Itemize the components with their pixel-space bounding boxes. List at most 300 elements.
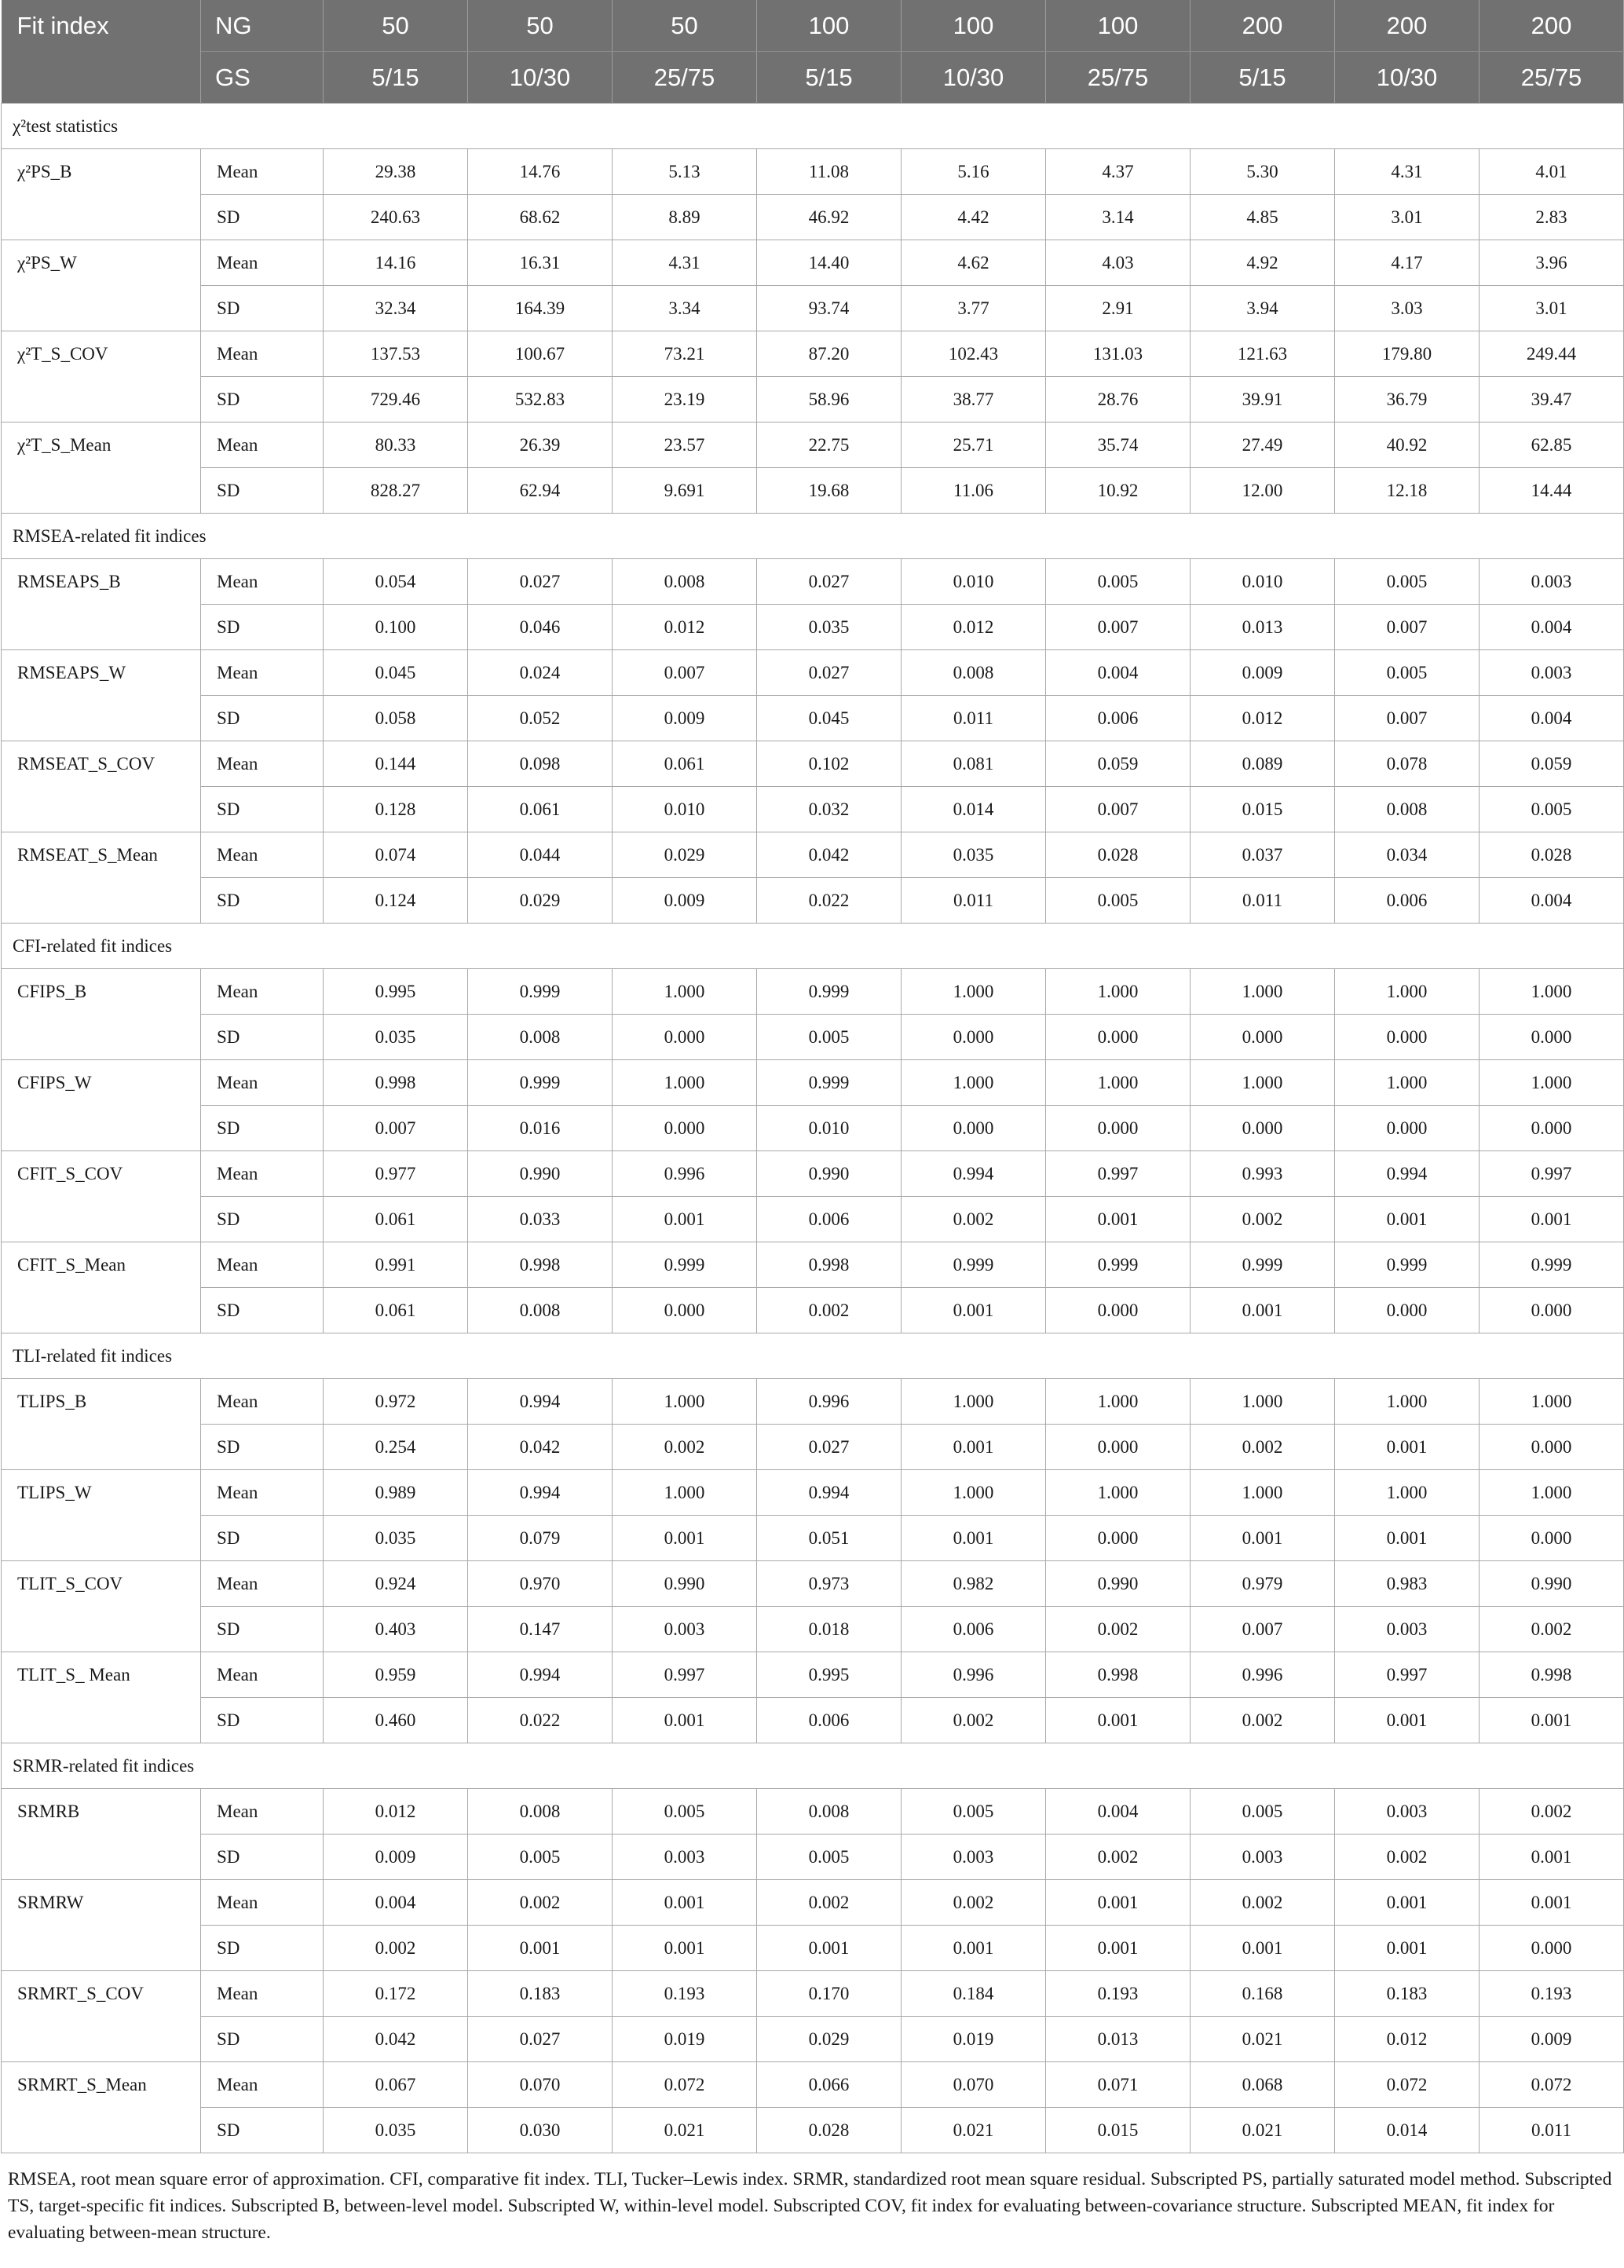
value-cell: 1.000: [1191, 1379, 1335, 1425]
value-cell: 0.011: [902, 696, 1046, 741]
header-ng-value: 200: [1191, 0, 1335, 52]
value-cell: 0.061: [324, 1288, 468, 1333]
value-cell: 0.000: [1480, 1926, 1624, 1971]
header-ng-value: 50: [613, 0, 757, 52]
table-row: [2, 1060, 1624, 1106]
statistic-label: SD: [201, 195, 324, 240]
value-cell: 0.000: [613, 1015, 757, 1060]
statistic-label: SD: [201, 1926, 324, 1971]
value-cell: 0.009: [1480, 2017, 1624, 2062]
statistic-label: SD: [201, 468, 324, 514]
value-cell: 0.991: [324, 1242, 468, 1288]
value-cell: 0.008: [468, 1789, 613, 1835]
value-cell: 0.005: [757, 1835, 902, 1880]
value-cell: 1.000: [1480, 1379, 1624, 1425]
value-cell: 40.92: [1335, 423, 1480, 468]
value-cell: 0.000: [1480, 1425, 1624, 1470]
value-cell: 0.000: [1335, 1288, 1480, 1333]
value-cell: 0.002: [1480, 1789, 1624, 1835]
value-cell: 0.015: [1191, 787, 1335, 832]
value-cell: 36.79: [1335, 377, 1480, 423]
value-cell: 0.054: [324, 559, 468, 605]
section-row: [2, 1333, 1624, 1379]
value-cell: 0.002: [1480, 1607, 1624, 1652]
value-cell: 62.94: [468, 468, 613, 514]
value-cell: 1.000: [1046, 969, 1191, 1015]
value-cell: 1.000: [1046, 1379, 1191, 1425]
section-row: [2, 1743, 1624, 1789]
table-row: [2, 1789, 1624, 1835]
value-cell: 1.000: [1191, 969, 1335, 1015]
value-cell: 3.03: [1335, 286, 1480, 331]
value-cell: 0.005: [1191, 1789, 1335, 1835]
value-cell: 9.691: [613, 468, 757, 514]
value-cell: 23.57: [613, 423, 757, 468]
value-cell: 0.002: [902, 1698, 1046, 1743]
value-cell: 32.34: [324, 286, 468, 331]
fit-index-name: SRMRB: [2, 1789, 201, 1880]
value-cell: 5.16: [902, 149, 1046, 195]
value-cell: 0.010: [902, 559, 1046, 605]
value-cell: 0.183: [1335, 1971, 1480, 2017]
value-cell: 0.007: [324, 1106, 468, 1151]
value-cell: 0.000: [1191, 1106, 1335, 1151]
statistic-label: Mean: [201, 650, 324, 696]
value-cell: 164.39: [468, 286, 613, 331]
statistic-label: SD: [201, 2017, 324, 2062]
table-row: [2, 559, 1624, 605]
value-cell: 0.994: [757, 1470, 902, 1516]
value-cell: 0.999: [1046, 1242, 1191, 1288]
value-cell: 0.068: [1191, 2062, 1335, 2108]
header-ng-value: 100: [902, 0, 1046, 52]
value-cell: 0.098: [468, 741, 613, 787]
value-cell: 0.959: [324, 1652, 468, 1698]
fit-index-name: CFIPS_W: [2, 1060, 201, 1151]
value-cell: 3.77: [902, 286, 1046, 331]
fit-index-name: SRMRT_S_Mean: [2, 2062, 201, 2153]
value-cell: 0.061: [613, 741, 757, 787]
value-cell: 0.059: [1046, 741, 1191, 787]
value-cell: 0.983: [1335, 1561, 1480, 1607]
statistic-label: Mean: [201, 1242, 324, 1288]
value-cell: 121.63: [1191, 331, 1335, 377]
statistic-label: Mean: [201, 559, 324, 605]
value-cell: 11.08: [757, 149, 902, 195]
statistic-label: Mean: [201, 1880, 324, 1926]
section-row: [2, 104, 1624, 149]
table-row: [2, 1516, 1624, 1561]
value-cell: 0.001: [1480, 1698, 1624, 1743]
table-row: [2, 1880, 1624, 1926]
value-cell: 0.007: [1191, 1607, 1335, 1652]
header-gs-value: 10/30: [468, 52, 613, 104]
fit-index-name: TLIPS_B: [2, 1379, 201, 1470]
value-cell: 0.997: [613, 1652, 757, 1698]
table-row: [2, 240, 1624, 286]
value-cell: 0.994: [468, 1652, 613, 1698]
value-cell: 0.005: [613, 1789, 757, 1835]
value-cell: 1.000: [613, 1379, 757, 1425]
header-gs-value: 25/75: [1480, 52, 1624, 104]
value-cell: 0.021: [1191, 2017, 1335, 2062]
value-cell: 0.010: [757, 1106, 902, 1151]
value-cell: 0.007: [1335, 696, 1480, 741]
value-cell: 0.001: [1335, 1425, 1480, 1470]
value-cell: 0.999: [1335, 1242, 1480, 1288]
value-cell: 0.058: [324, 696, 468, 741]
value-cell: 0.009: [1191, 650, 1335, 696]
header-gs-value: 10/30: [1335, 52, 1480, 104]
table-row: [2, 1015, 1624, 1060]
value-cell: 0.995: [324, 969, 468, 1015]
value-cell: 14.76: [468, 149, 613, 195]
value-cell: 0.998: [324, 1060, 468, 1106]
value-cell: 23.19: [613, 377, 757, 423]
table-row: [2, 1106, 1624, 1151]
value-cell: 0.072: [1335, 2062, 1480, 2108]
value-cell: 29.38: [324, 149, 468, 195]
value-cell: 0.009: [324, 1835, 468, 1880]
value-cell: 1.000: [1191, 1060, 1335, 1106]
header-ng-label: NG: [201, 0, 324, 52]
value-cell: 0.168: [1191, 1971, 1335, 2017]
fit-index-name: χ²T_S_COV: [2, 331, 201, 423]
value-cell: 0.994: [902, 1151, 1046, 1197]
value-cell: 0.972: [324, 1379, 468, 1425]
value-cell: 0.999: [468, 969, 613, 1015]
value-cell: 0.144: [324, 741, 468, 787]
statistic-label: SD: [201, 1835, 324, 1880]
statistic-label: SD: [201, 1015, 324, 1060]
value-cell: 0.254: [324, 1425, 468, 1470]
fit-index-table: [1, 0, 1624, 2153]
value-cell: 179.80: [1335, 331, 1480, 377]
value-cell: 0.004: [324, 1880, 468, 1926]
table-row: [2, 1698, 1624, 1743]
statistic-label: Mean: [201, 1561, 324, 1607]
value-cell: 0.172: [324, 1971, 468, 2017]
value-cell: 22.75: [757, 423, 902, 468]
value-cell: 0.001: [1046, 1197, 1191, 1242]
value-cell: 0.924: [324, 1561, 468, 1607]
value-cell: 0.000: [1046, 1516, 1191, 1561]
value-cell: 0.027: [468, 2017, 613, 2062]
value-cell: 0.006: [1046, 696, 1191, 741]
section-title: SRMR-related fit indices: [2, 1743, 1624, 1789]
value-cell: 0.009: [613, 696, 757, 741]
value-cell: 0.007: [1046, 787, 1191, 832]
value-cell: 0.102: [757, 741, 902, 787]
value-cell: 0.051: [757, 1516, 902, 1561]
value-cell: 0.016: [468, 1106, 613, 1151]
value-cell: 0.000: [1046, 1015, 1191, 1060]
value-cell: 0.002: [1046, 1607, 1191, 1652]
value-cell: 1.000: [1335, 1379, 1480, 1425]
value-cell: 3.01: [1480, 286, 1624, 331]
statistic-label: SD: [201, 286, 324, 331]
fit-index-name: SRMRT_S_COV: [2, 1971, 201, 2062]
statistic-label: SD: [201, 878, 324, 924]
table-row: [2, 195, 1624, 240]
value-cell: 0.001: [1046, 1926, 1191, 1971]
value-cell: 0.001: [613, 1698, 757, 1743]
table-row: [2, 423, 1624, 468]
value-cell: 14.44: [1480, 468, 1624, 514]
value-cell: 0.147: [468, 1607, 613, 1652]
value-cell: 0.028: [1046, 832, 1191, 878]
value-cell: 25.71: [902, 423, 1046, 468]
header-ng-value: 50: [468, 0, 613, 52]
value-cell: 1.000: [1046, 1470, 1191, 1516]
value-cell: 4.17: [1335, 240, 1480, 286]
value-cell: 0.032: [757, 787, 902, 832]
value-cell: 0.067: [324, 2062, 468, 2108]
value-cell: 0.008: [468, 1288, 613, 1333]
value-cell: 1.000: [1335, 1470, 1480, 1516]
header-row-gs: [2, 52, 1624, 104]
value-cell: 0.100: [324, 605, 468, 650]
value-cell: 0.001: [613, 1516, 757, 1561]
value-cell: 11.06: [902, 468, 1046, 514]
value-cell: 0.029: [757, 2017, 902, 2062]
value-cell: 3.01: [1335, 195, 1480, 240]
value-cell: 0.994: [468, 1470, 613, 1516]
table-footnote: RMSEA, root mean square error of approximation. CFI, comparative fit index. TLI, Tucker–Lewis index. SRMR, standardized root mean square residual. Subscripted PS, partially saturated model method. Subscripted TS, target-specific fit indices. Subscripted B, between-level model. Subscripted W, within-level model. Subscripted COV, fit index for evaluating between-covariance structure. Subscripted MEAN, fit index for evaluating between-mean structure.: [8, 2169, 1612, 2243]
value-cell: 28.76: [1046, 377, 1191, 423]
value-cell: 0.002: [757, 1288, 902, 1333]
value-cell: 0.005: [1335, 559, 1480, 605]
value-cell: 1.000: [902, 1470, 1046, 1516]
value-cell: 4.31: [1335, 149, 1480, 195]
statistic-label: Mean: [201, 832, 324, 878]
table-row: [2, 650, 1624, 696]
header-ng-value: 100: [757, 0, 902, 52]
statistic-label: Mean: [201, 1060, 324, 1106]
statistic-label: SD: [201, 1288, 324, 1333]
value-cell: 0.052: [468, 696, 613, 741]
table-row: [2, 2017, 1624, 2062]
value-cell: 0.993: [1191, 1151, 1335, 1197]
statistic-label: SD: [201, 2108, 324, 2153]
section-title: RMSEA-related fit indices: [2, 514, 1624, 559]
value-cell: 0.001: [613, 1197, 757, 1242]
value-cell: 0.035: [757, 605, 902, 650]
statistic-label: Mean: [201, 1652, 324, 1698]
table-row: [2, 2062, 1624, 2108]
value-cell: 249.44: [1480, 331, 1624, 377]
value-cell: 5.13: [613, 149, 757, 195]
value-cell: 0.006: [1335, 878, 1480, 924]
value-cell: 0.000: [613, 1106, 757, 1151]
value-cell: 0.007: [613, 650, 757, 696]
value-cell: 0.000: [1480, 1015, 1624, 1060]
value-cell: 0.990: [1046, 1561, 1191, 1607]
value-cell: 0.033: [468, 1197, 613, 1242]
value-cell: 0.059: [1480, 741, 1624, 787]
value-cell: 729.46: [324, 377, 468, 423]
value-cell: 0.970: [468, 1561, 613, 1607]
header-fit-index: Fit index: [2, 0, 201, 52]
value-cell: 0.008: [902, 650, 1046, 696]
value-cell: 8.89: [613, 195, 757, 240]
value-cell: 0.019: [613, 2017, 757, 2062]
value-cell: 0.014: [902, 787, 1046, 832]
value-cell: 0.001: [1480, 1835, 1624, 1880]
value-cell: 0.021: [902, 2108, 1046, 2153]
value-cell: 0.022: [468, 1698, 613, 1743]
value-cell: 0.998: [1480, 1652, 1624, 1698]
value-cell: 0.008: [468, 1015, 613, 1060]
table-row: [2, 878, 1624, 924]
value-cell: 0.002: [1191, 1197, 1335, 1242]
statistic-label: Mean: [201, 1971, 324, 2017]
table-row: [2, 696, 1624, 741]
value-cell: 0.005: [1480, 787, 1624, 832]
value-cell: 0.997: [1335, 1652, 1480, 1698]
value-cell: 0.001: [1191, 1516, 1335, 1561]
value-cell: 0.184: [902, 1971, 1046, 2017]
value-cell: 1.000: [1335, 1060, 1480, 1106]
value-cell: 0.066: [757, 2062, 902, 2108]
value-cell: 0.035: [324, 1516, 468, 1561]
value-cell: 27.49: [1191, 423, 1335, 468]
value-cell: 0.003: [613, 1835, 757, 1880]
value-cell: 0.072: [613, 2062, 757, 2108]
value-cell: 0.998: [757, 1242, 902, 1288]
value-cell: 532.83: [468, 377, 613, 423]
value-cell: 16.31: [468, 240, 613, 286]
value-cell: 0.028: [757, 2108, 902, 2153]
value-cell: 1.000: [1046, 1060, 1191, 1106]
value-cell: 0.001: [1480, 1197, 1624, 1242]
table-row: [2, 1242, 1624, 1288]
value-cell: 0.000: [613, 1288, 757, 1333]
table-row: [2, 377, 1624, 423]
value-cell: 0.003: [613, 1607, 757, 1652]
value-cell: 0.982: [902, 1561, 1046, 1607]
fit-index-name: RMSEAPS_B: [2, 559, 201, 650]
value-cell: 0.006: [757, 1197, 902, 1242]
value-cell: 0.002: [1191, 1425, 1335, 1470]
value-cell: 26.39: [468, 423, 613, 468]
value-cell: 0.996: [1191, 1652, 1335, 1698]
table-body: [2, 104, 1624, 2153]
value-cell: 2.83: [1480, 195, 1624, 240]
value-cell: 0.994: [468, 1379, 613, 1425]
value-cell: 0.001: [613, 1926, 757, 1971]
value-cell: 0.999: [902, 1242, 1046, 1288]
value-cell: 240.63: [324, 195, 468, 240]
value-cell: 0.034: [1335, 832, 1480, 878]
value-cell: 3.34: [613, 286, 757, 331]
value-cell: 0.001: [757, 1926, 902, 1971]
value-cell: 0.990: [613, 1561, 757, 1607]
value-cell: 0.997: [1480, 1151, 1624, 1197]
value-cell: 0.998: [468, 1242, 613, 1288]
value-cell: 0.035: [902, 832, 1046, 878]
value-cell: 3.94: [1191, 286, 1335, 331]
value-cell: 0.021: [1191, 2108, 1335, 2153]
header-ng-value: 200: [1480, 0, 1624, 52]
value-cell: 0.030: [468, 2108, 613, 2153]
value-cell: 0.000: [1335, 1015, 1480, 1060]
table-row: [2, 1971, 1624, 2017]
value-cell: 0.001: [902, 1425, 1046, 1470]
value-cell: 0.061: [324, 1197, 468, 1242]
value-cell: 0.011: [1480, 2108, 1624, 2153]
fit-index-name: CFIT_S_COV: [2, 1151, 201, 1242]
value-cell: 0.078: [1335, 741, 1480, 787]
value-cell: 0.999: [468, 1060, 613, 1106]
value-cell: 14.16: [324, 240, 468, 286]
value-cell: 0.193: [613, 1971, 757, 2017]
value-cell: 0.005: [1046, 878, 1191, 924]
value-cell: 0.003: [1335, 1607, 1480, 1652]
table-row: [2, 605, 1624, 650]
value-cell: 0.001: [1046, 1880, 1191, 1926]
statistic-label: SD: [201, 1516, 324, 1561]
section-title: TLI-related fit indices: [2, 1333, 1624, 1379]
value-cell: 0.005: [468, 1835, 613, 1880]
value-cell: 0.012: [324, 1789, 468, 1835]
header-gs-value: 5/15: [757, 52, 902, 104]
value-cell: 0.044: [468, 832, 613, 878]
value-cell: 80.33: [324, 423, 468, 468]
value-cell: 102.43: [902, 331, 1046, 377]
value-cell: 0.042: [757, 832, 902, 878]
value-cell: 4.01: [1480, 149, 1624, 195]
value-cell: 0.997: [1046, 1151, 1191, 1197]
value-cell: 0.990: [757, 1151, 902, 1197]
value-cell: 1.000: [902, 1060, 1046, 1106]
value-cell: 0.460: [324, 1698, 468, 1743]
value-cell: 0.996: [902, 1652, 1046, 1698]
value-cell: 0.996: [613, 1151, 757, 1197]
value-cell: 0.006: [902, 1607, 1046, 1652]
value-cell: 1.000: [902, 969, 1046, 1015]
value-cell: 0.012: [902, 605, 1046, 650]
value-cell: 0.003: [1191, 1835, 1335, 1880]
value-cell: 0.999: [1480, 1242, 1624, 1288]
value-cell: 0.001: [468, 1926, 613, 1971]
table-row: [2, 286, 1624, 331]
fit-index-name: χ²T_S_Mean: [2, 423, 201, 514]
statistic-label: SD: [201, 605, 324, 650]
value-cell: 0.002: [613, 1425, 757, 1470]
table-row: [2, 1470, 1624, 1516]
value-cell: 0.403: [324, 1607, 468, 1652]
value-cell: 0.037: [1191, 832, 1335, 878]
value-cell: 0.193: [1046, 1971, 1191, 2017]
value-cell: 1.000: [613, 1470, 757, 1516]
table-row: [2, 1288, 1624, 1333]
value-cell: 0.029: [468, 878, 613, 924]
value-cell: 0.001: [902, 1516, 1046, 1561]
value-cell: 1.000: [613, 969, 757, 1015]
statistic-label: Mean: [201, 331, 324, 377]
table-row: [2, 787, 1624, 832]
value-cell: 0.003: [1335, 1789, 1480, 1835]
value-cell: 100.67: [468, 331, 613, 377]
value-cell: 0.002: [468, 1880, 613, 1926]
value-cell: 0.013: [1191, 605, 1335, 650]
value-cell: 0.004: [1480, 878, 1624, 924]
header-row-ng: [2, 0, 1624, 52]
value-cell: 0.018: [757, 1607, 902, 1652]
header-blank-cell: [2, 52, 201, 104]
statistic-label: Mean: [201, 1470, 324, 1516]
